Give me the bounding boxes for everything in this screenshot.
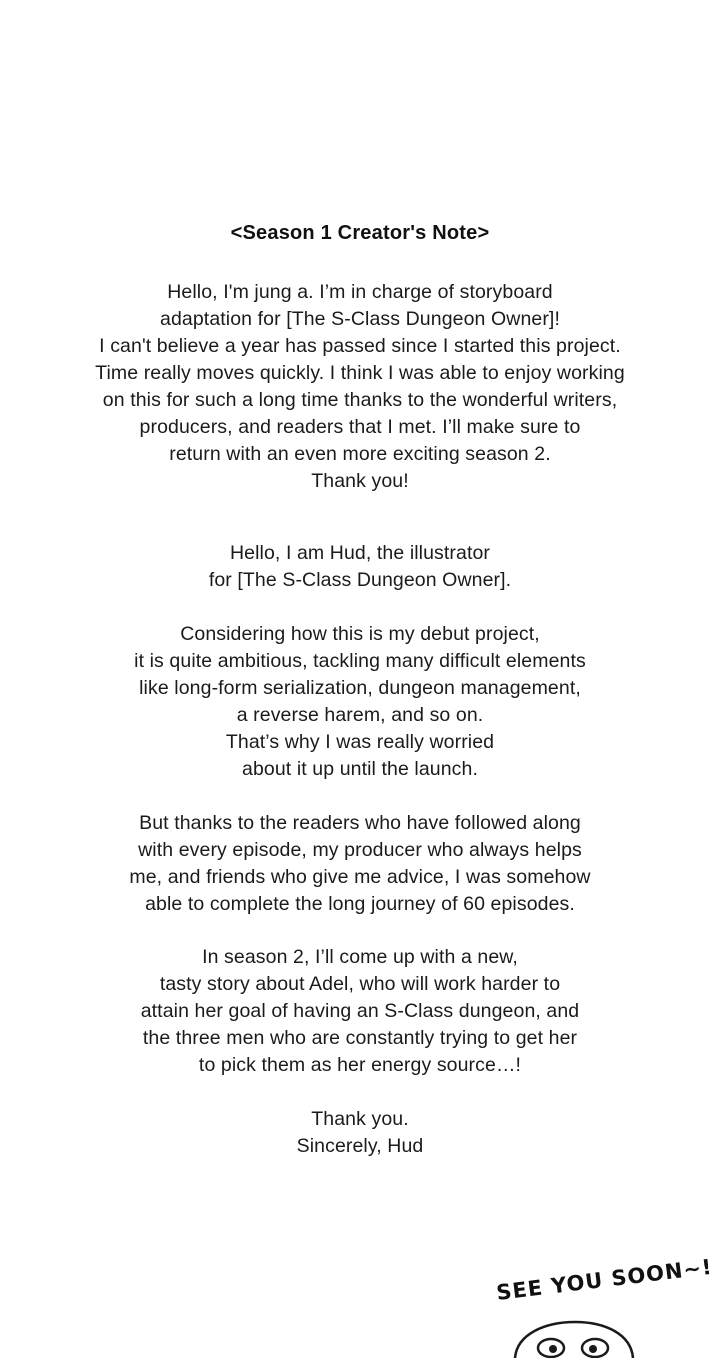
note-line: That’s why I was really worried bbox=[225, 731, 495, 753]
note-line: Sincerely, Hud bbox=[296, 1135, 424, 1157]
page-title: <Season 1 Creator's Note> bbox=[230, 222, 490, 244]
note-block-hud-debut bbox=[0, 621, 720, 783]
note-line: to pick them as her energy source…! bbox=[198, 1054, 522, 1076]
note-line: for [The S-Class Dungeon Owner]. bbox=[208, 569, 512, 591]
note-line: return with an even more exciting season 2. bbox=[169, 443, 551, 465]
note-line: Time really moves quickly. I think I was able to enjoy working bbox=[95, 362, 625, 384]
note-line: with every episode, my producer who always helps bbox=[138, 839, 582, 861]
note-line: able to complete the long journey of 60 episodes. bbox=[145, 893, 575, 915]
note-line: about it up until the launch. bbox=[242, 758, 478, 780]
note-line: Thank you. bbox=[311, 1108, 409, 1130]
note-line: like long-form serialization, dungeon management, bbox=[139, 677, 581, 699]
note-block-hud-thanks-readers bbox=[0, 810, 720, 918]
note-block-hud-signoff bbox=[0, 1106, 720, 1160]
note-line: In season 2, I’ll come up with a new, bbox=[202, 946, 518, 968]
handwritten-note-text: SEE YOU SOON~! bbox=[495, 1254, 714, 1305]
note-line: it is quite ambitious, tackling many difficult elements bbox=[134, 650, 586, 672]
note-line: Thank you! bbox=[311, 470, 409, 492]
note-line: attain her goal of having an S-Class dungeon, and bbox=[140, 1000, 580, 1022]
note-line: a reverse harem, and so on. bbox=[236, 704, 484, 726]
note-line: adaptation for [The S-Class Dungeon Owner]! bbox=[160, 308, 560, 330]
note-line: me, and friends who give me advice, I was somehow bbox=[129, 866, 591, 888]
character-doodle bbox=[505, 1318, 705, 1358]
character-doodle-svg bbox=[505, 1318, 705, 1358]
note-line: producers, and readers that I met. I’ll make sure to bbox=[139, 416, 581, 438]
note-line: Considering how this is my debut project, bbox=[180, 623, 540, 645]
note-block-hud-intro bbox=[0, 540, 720, 594]
note-line: on this for such a long time thanks to the wonderful writers, bbox=[102, 389, 618, 411]
note-line: But thanks to the readers who have followed along bbox=[139, 812, 581, 834]
note-line: the three men who are constantly trying to get her bbox=[142, 1027, 578, 1049]
note-line: Hello, I am Hud, the illustrator bbox=[229, 542, 491, 564]
note-line: tasty story about Adel, who will work harder to bbox=[159, 973, 561, 995]
note-line: I can't believe a year has passed since I started this project. bbox=[99, 335, 621, 357]
note-block-jung-a bbox=[0, 279, 720, 495]
note-block-hud-season2 bbox=[0, 944, 720, 1079]
note-line: Hello, I'm jung a. I’m in charge of storyboard bbox=[167, 281, 553, 303]
